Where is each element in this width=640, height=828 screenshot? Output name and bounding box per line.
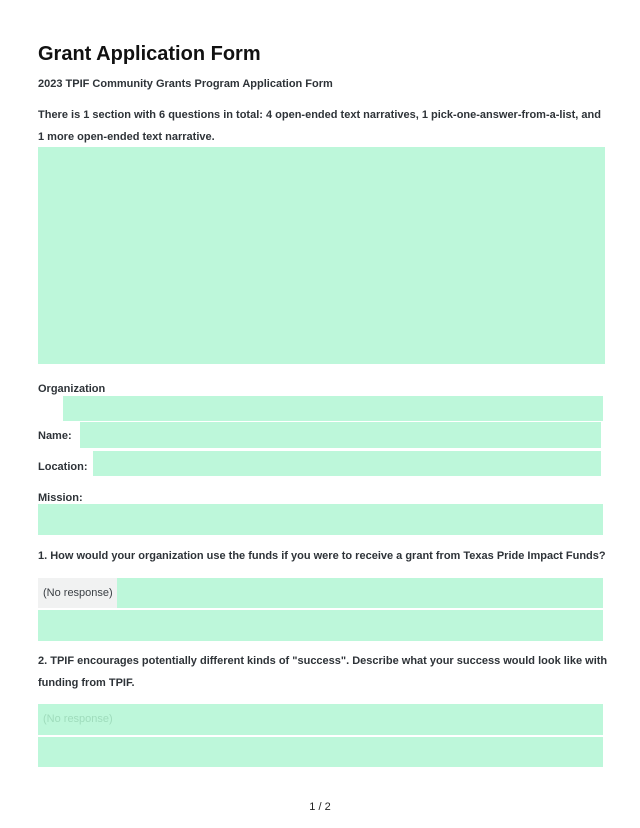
mission-field: [38, 504, 603, 535]
form-subtitle: 2023 TPIF Community Grants Program Application Form: [38, 78, 333, 90]
location-field: [93, 451, 601, 476]
mission-label: Mission:: [38, 492, 83, 504]
question-2-text: 2. TPIF encourages potentially different kinds of "success". Describe what your success would look like with funding from TPIF.: [38, 655, 608, 689]
question-1-redacted-answer: [38, 610, 603, 641]
question-2-response: (No response): [38, 704, 603, 735]
form-intro: There is 1 section with 6 questions in total: 4 open-ended text narratives, 1 pick-one-answer-from-a-list, and 1 more open-ended text narrative.: [38, 109, 601, 143]
question-2-redacted-answer: [38, 737, 603, 767]
organization-redacted-field: [63, 396, 603, 421]
location-label: Location:: [38, 461, 88, 473]
question-1-response-row: [38, 578, 603, 608]
name-label: Name:: [38, 430, 72, 442]
question-1-text: 1. How would your organization use the funds if you were to receive a grant from Texas Pride Impact Funds?: [38, 550, 606, 562]
organization-heading: Organization: [38, 383, 106, 395]
question-1-response: (No response): [38, 578, 117, 608]
page-number: 1 / 2: [309, 801, 331, 813]
page-title: Grant Application Form: [38, 43, 261, 65]
redacted-block: [38, 147, 605, 364]
name-field: [80, 422, 601, 448]
